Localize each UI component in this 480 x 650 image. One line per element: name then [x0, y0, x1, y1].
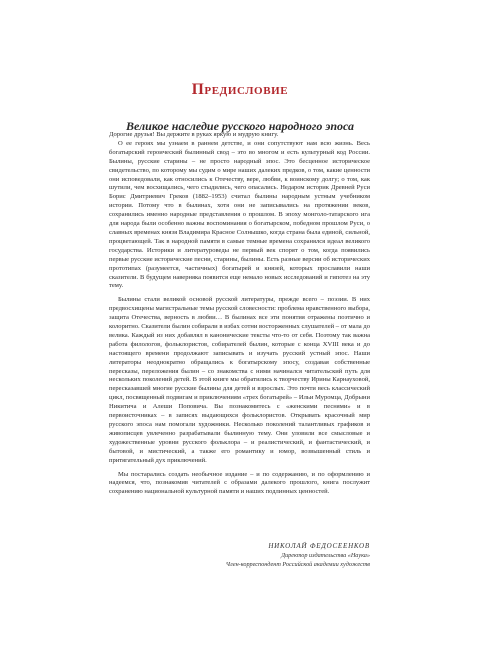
author-name: НИКОЛАЙ ФЕДОСЕЕНКОВ [268, 542, 370, 550]
page-subtitle: Великое наследие русского народного эпоса [125, 118, 355, 133]
preface-body [109, 131, 370, 502]
paragraph-greeting: Дорогие друзья! Вы держите в руках яркую и мудрую книгу. [109, 131, 279, 138]
paragraph-heroes: О ее героях мы узнаем в раннем детстве, и они сопутствуют нам всю жизнь. Весь богатырский героический былинный свод – это во многом и есть культурный код России. Былины, русские старины – не просто народный эпос. Это бесценное историческое свидетельство, по которому мы судим о мире наших далеких предков, о том, какие ценности они исповедовали, как относились к Отечеству, вере, любви, к воинскому долгу; о том, как шутили, чем восхищались, чего стыдились, чего опасались. Недаром историк Древней Руси Борис Дмитриевич Греков (1882–1953) считал былины народным устным учебником истории. Потому что в былинах, хотя они не записывались на протяжении веков, сохранились именно народные представления о прошлом. В эпоху монголо-татарского ига для народа были особенно важны воспоминания о богатырском, победном прошлом Руси, о славных временах князя Владимира Красное Солнышко, когда страна была единой, сильной, процветающей. Так в народной памяти в самые темные времена сохранялся идеал великого государства. Историки и литературоведы не первый век спорят о том, когда появились первые русские исторические песни, старины, былины. Есть разные версии об исторических прототипах (разумеется, частичных) богатырей и князей, которых прославили наши сказители. В будущем наверняка появится еще немало новых исследований и гипотез на эту тему. [109, 139, 370, 290]
paragraph-literature: Былины стали великой основой русской литературы, прежде всего – поэзии. В них предвосхищены магистральные темы русской словесности: проблема нравственного выбора, защита Отечества, верность в любви… В былинах все эти понятия отражены поэтично и колоритно. Сказители былин собирали в избах сотни восторженных слушателей – от мала до велика. Каждый из них добавлял в канонические тексты что-то от себя. Поэтому так важна работа филологов, фольклористов, собирателей былин, которые с конца XVIII века и до настоящего времени продолжают записывать и изучать русский устный эпос. Наши литераторы неоднократно обращались к богатырскому эпосу, создавая собственные пересказы, переложения былин – со знакомства с ними начинался читательский путь для нескольких поколений детей. В этой книге мы обратились к творчеству Ирины Карнауховой, пересказавшей многие русские былины для детей и взрослых. Это почти весь классический цикл, посвященный подвигам и приключениям «трех богатырей» – Ильи Муромца, Добрыни Никитича и Алеши Поповича. Вы познакомитесь с «женскими песнями» и в первоисточниках – в записях выдающихся фольклористов. Открывать красочный мир русского эпоса нам помогали художники. Несколько поколений талантливых графиков и живописцев увлеченно разрабатывали былинную тему. Они уловили все смысловые и художественные уровни русского фольклора – и реалистический, и фантастический, и бытовой, и мистический, а также его романтику и юмор, возвышенный стиль и притягательный дух приключений. [109, 296, 370, 464]
author-title: Член-корреспондент Российской академии художеств [225, 561, 370, 568]
signature-block [226, 541, 370, 569]
paragraph-closing: Мы постарались создать необычное издание – и по содержанию, и по оформлению и надеемся, что, познакомив читателей с образами далекого прошлого, книга послужит сохранению национальной культурной памяти и наших подлинных ценностей. [109, 470, 370, 496]
author-position: Директор издательства «Наука» [281, 552, 370, 559]
page-title: Предисловие [191, 81, 289, 99]
